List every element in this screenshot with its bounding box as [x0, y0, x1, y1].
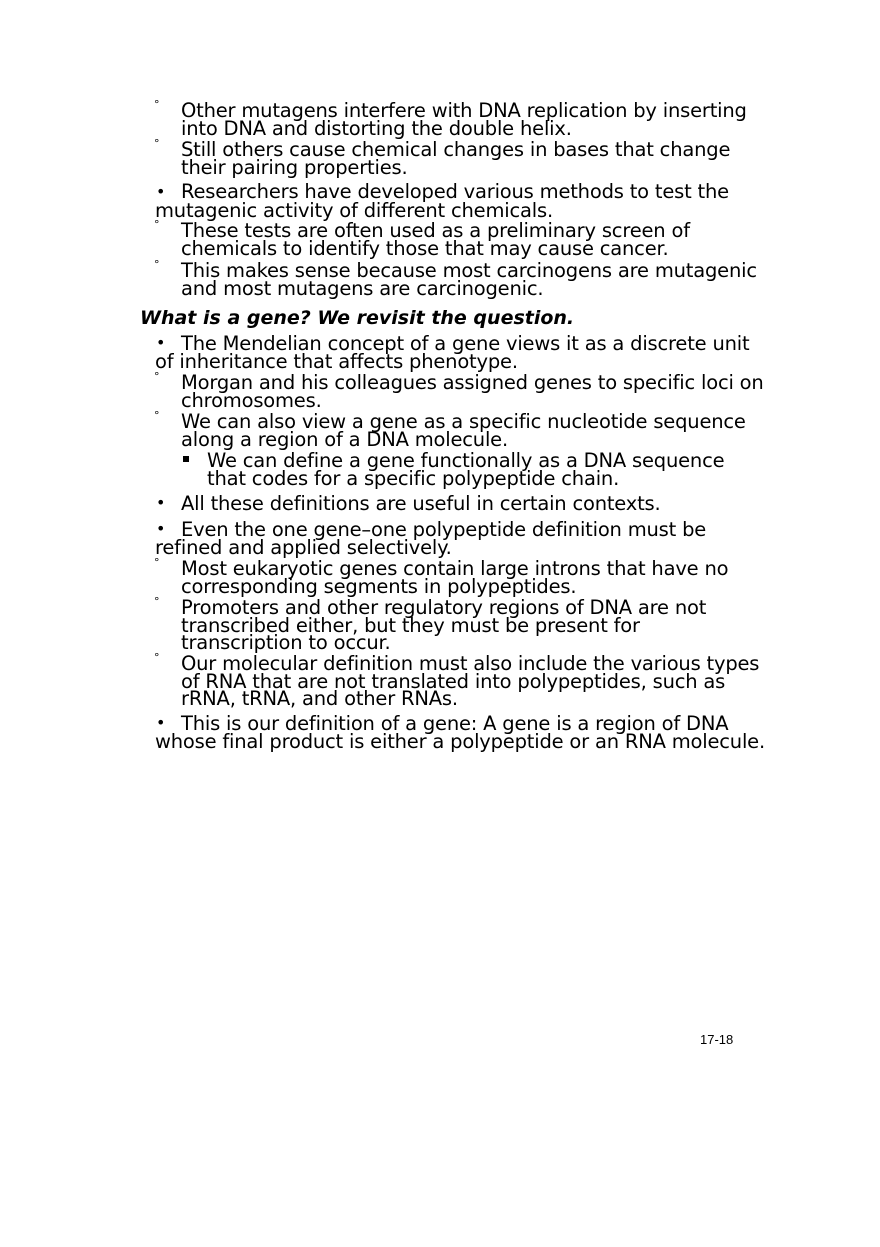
circle-bullet: ° — [154, 651, 160, 664]
text-line: mutagenic activity of different chemicals. — [155, 199, 553, 222]
circle-bullet: ° — [154, 595, 160, 608]
square-bullet — [183, 456, 189, 462]
dot-bullet: • — [156, 333, 166, 352]
text-line: and most mutagens are carcinogenic. — [181, 277, 544, 300]
text-line: chemicals to identify those that may cause cancer. — [181, 237, 669, 260]
dot-bullet: • — [156, 519, 166, 538]
dot-bullet: • — [156, 713, 166, 732]
text-line: Still others cause chemical changes in bases that change — [181, 138, 731, 161]
circle-bullet: ° — [154, 137, 160, 150]
text-line: Other mutagens interfere with DNA replication by inserting — [181, 99, 747, 122]
text-line: transcription to occur. — [181, 631, 391, 654]
text-line: of inheritance that affects phenotype. — [155, 350, 518, 373]
page-number: 17-18 — [700, 1032, 734, 1047]
text-line: Promoters and other regulatory regions of DNA are not — [181, 596, 707, 619]
circle-bullet: ° — [154, 370, 160, 383]
text-line: Our molecular definition must also include the various types — [181, 652, 760, 675]
text-line: that codes for a specific polypeptide chain. — [207, 467, 620, 490]
text-line: Most eukaryotic genes contain large introns that have no — [181, 557, 729, 580]
text-line: We can define a gene functionally as a DNA sequence — [207, 449, 725, 472]
circle-bullet: ° — [154, 556, 160, 569]
text-line: corresponding segments in polypeptides. — [181, 575, 577, 598]
text-line: This is our definition of a gene: A gene is a region of DNA — [181, 712, 729, 735]
text-line: All these definitions are useful in certain contexts. — [181, 492, 661, 515]
text-line: This makes sense because most carcinogens are mutagenic — [181, 259, 757, 282]
dot-bullet: • — [156, 493, 166, 512]
text-line: of RNA that are not translated into polypeptides, such as — [181, 670, 726, 693]
text-line: their pairing properties. — [181, 156, 408, 179]
text-line: Morgan and his colleagues assigned genes to specific loci on — [181, 371, 764, 394]
text-line: refined and applied selectively. — [155, 536, 452, 559]
text-line: along a region of a DNA molecule. — [181, 428, 508, 451]
text-line: These tests are often used as a preliminary screen of — [181, 219, 690, 242]
circle-bullet: ° — [154, 98, 160, 111]
text-line: chromosomes. — [181, 389, 322, 412]
text-line: whose final product is either a polypeptide or an RNA molecule. — [155, 730, 765, 753]
section-heading: What is a gene? We revisit the question. — [140, 307, 575, 329]
text-line: rRNA, tRNA, and other RNAs. — [181, 687, 458, 710]
text-line: We can also view a gene as a specific nucleotide sequence — [181, 410, 746, 433]
text-line: into DNA and distorting the double helix. — [181, 117, 572, 140]
text-line: The Mendelian concept of a gene views it as a discrete unit — [181, 332, 750, 355]
text-line: transcribed either, but they must be present for — [181, 614, 640, 637]
text-line: Even the one gene–one polypeptide definition must be — [181, 518, 707, 541]
circle-bullet: ° — [154, 218, 160, 231]
text-line: Researchers have developed various methods to test the — [181, 180, 729, 203]
circle-bullet: ° — [154, 409, 160, 422]
circle-bullet: ° — [154, 258, 160, 271]
dot-bullet: • — [156, 182, 166, 201]
